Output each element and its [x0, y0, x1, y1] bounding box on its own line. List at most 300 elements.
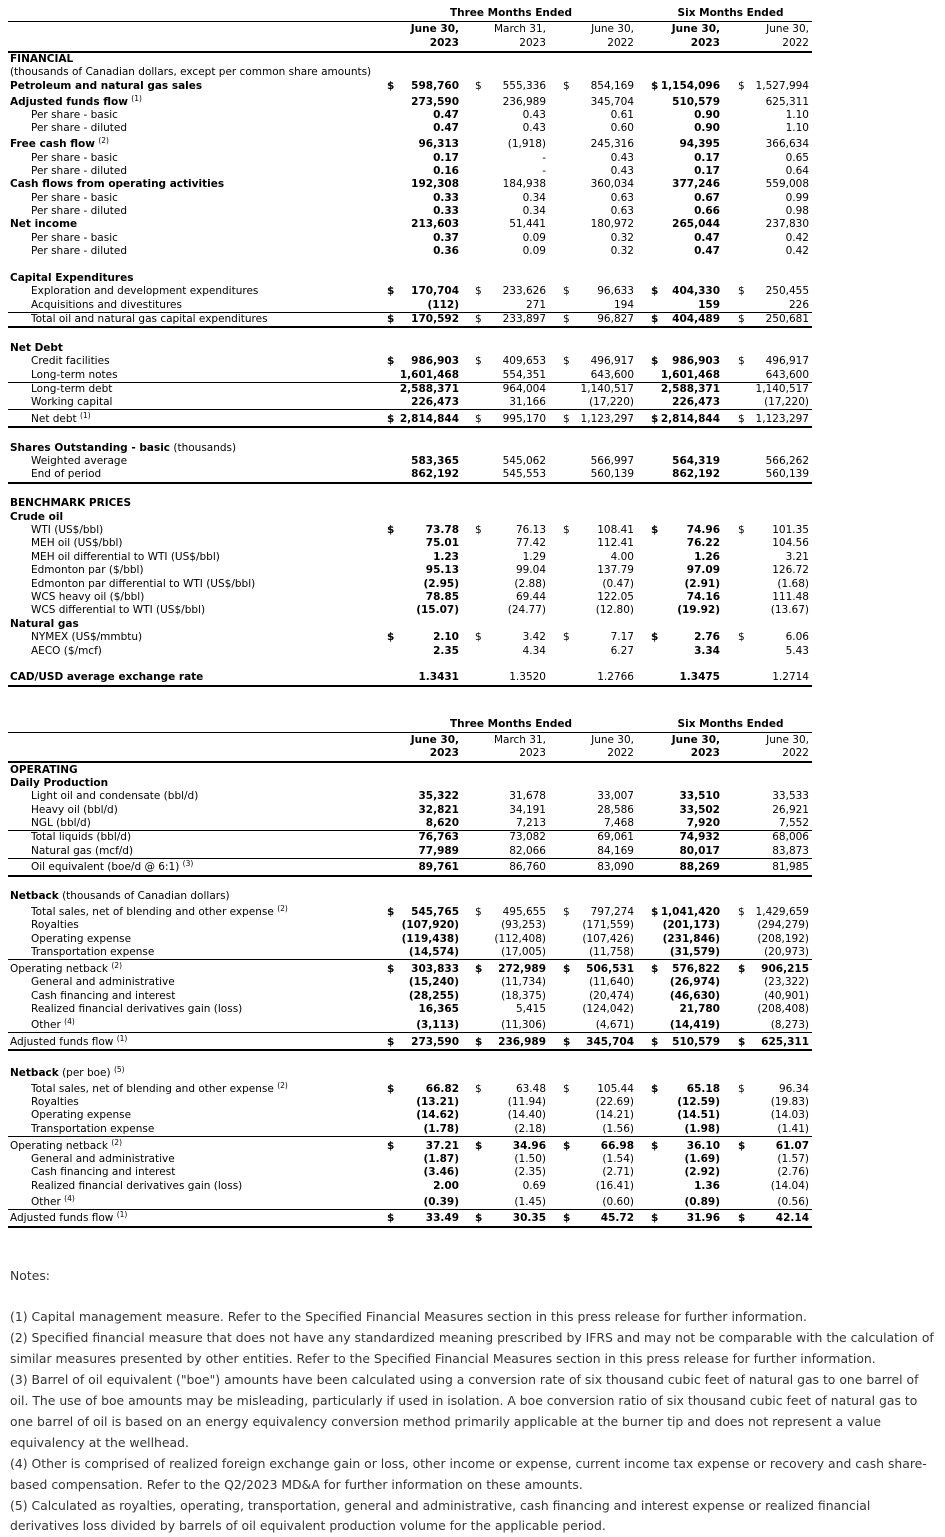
- value-cell: [736, 1036, 812, 1049]
- footnote-ref: (2): [98, 136, 109, 146]
- cell-value: 1.3520: [509, 671, 546, 684]
- value-cell: [473, 152, 549, 165]
- cell-value: (107,920): [401, 919, 459, 932]
- cell-value: 1.23: [433, 550, 459, 563]
- row-label: [8, 80, 385, 93]
- row-label: [8, 591, 385, 604]
- value-cell: [385, 537, 462, 550]
- cell-value: 233,626: [502, 285, 546, 298]
- row-label-text: Adjusted funds flow: [10, 1035, 114, 1048]
- table-row: [8, 804, 812, 817]
- table-row: [8, 1080, 812, 1096]
- date-column-header: [736, 734, 812, 761]
- value-cell: [561, 831, 637, 844]
- table-row: [8, 551, 812, 564]
- cell-value: 0.09: [522, 231, 546, 244]
- cell-value: (40,901): [764, 989, 809, 1002]
- currency-sign: $: [387, 79, 395, 92]
- cell-value: (14.04): [770, 1179, 809, 1192]
- row-label: [8, 93, 385, 109]
- operating-table: [8, 718, 812, 1228]
- value-cell: [736, 192, 812, 205]
- value-cell: [649, 299, 723, 312]
- value-cell: [561, 804, 637, 817]
- value-cell: [385, 80, 462, 93]
- date-line2: 2022: [782, 747, 809, 760]
- value-cell: [649, 313, 723, 326]
- footnote-ref: (4): [64, 1016, 75, 1026]
- row-label-text: Adjusted funds flow: [10, 95, 128, 108]
- value-cell: [736, 906, 812, 919]
- date-line1: March 31,: [493, 23, 546, 36]
- cell-value: 495,655: [502, 906, 546, 919]
- cell-value: 272,989: [498, 962, 546, 975]
- cell-value: 233,897: [502, 313, 546, 326]
- value-cell: [561, 1109, 637, 1122]
- value-cell: [473, 1140, 549, 1153]
- value-cell: [473, 396, 549, 409]
- value-cell: [385, 933, 462, 946]
- cell-value: 303,833: [411, 962, 459, 975]
- cell-value: 496,917: [590, 355, 634, 368]
- cell-value: 122.05: [597, 590, 634, 603]
- value-cell: [736, 383, 812, 396]
- value-cell: [649, 396, 723, 409]
- cell-value: 194: [613, 298, 634, 311]
- row-label-text: OPERATING: [10, 763, 78, 776]
- row-label-text: General and administrative: [31, 1152, 175, 1165]
- cell-value: 0.99: [785, 191, 809, 204]
- row-label-text: Cash financing and interest: [31, 989, 176, 1002]
- cell-value: 0.43: [610, 151, 634, 164]
- cell-value: (12.80): [595, 604, 634, 617]
- table-row: [8, 946, 812, 960]
- cell-value: 226: [788, 298, 809, 311]
- value-cell: [736, 578, 812, 591]
- section-heading-row: [8, 272, 812, 285]
- cell-value: 1,527,994: [755, 79, 809, 92]
- cell-value: (19.83): [770, 1096, 809, 1109]
- cell-value: (1.78): [423, 1122, 459, 1135]
- footnote-ref: (2): [111, 960, 122, 970]
- value-cell: [385, 946, 462, 959]
- table-row: [8, 165, 812, 178]
- currency-sign: $: [738, 906, 745, 919]
- row-label-text: Operating expense: [31, 932, 132, 945]
- cell-value: 643,600: [765, 368, 809, 381]
- cell-value: 265,044: [672, 218, 720, 231]
- spacer-row: [8, 1051, 812, 1064]
- value-cell: [649, 1109, 723, 1122]
- value-cell: [649, 383, 723, 396]
- value-cell: [561, 299, 637, 312]
- cell-value: 496,917: [765, 355, 809, 368]
- cell-value: (2.71): [602, 1166, 634, 1179]
- cell-value: (0.60): [602, 1195, 634, 1208]
- value-cell: [649, 976, 723, 989]
- value-cell: [473, 963, 549, 976]
- value-cell: [385, 232, 462, 245]
- currency-sign: $: [738, 962, 746, 975]
- value-cell: [649, 80, 723, 93]
- value-cell: [561, 1019, 637, 1032]
- cell-value: 99.04: [515, 564, 546, 577]
- cell-value: 83,873: [772, 844, 809, 857]
- row-label-text: AECO ($/mcf): [31, 644, 102, 657]
- value-cell: [473, 413, 549, 426]
- value-cell: [736, 369, 812, 382]
- value-cell: [473, 355, 549, 368]
- cell-value: 7,920: [686, 816, 720, 829]
- row-label: [8, 455, 385, 468]
- cell-value: 159: [698, 298, 720, 311]
- cell-value: 1.2714: [772, 671, 809, 684]
- value-cell: [473, 861, 549, 874]
- currency-sign: $: [475, 313, 482, 326]
- cell-value: 1,154,096: [660, 79, 720, 92]
- cell-value: 108.41: [597, 524, 634, 537]
- value-cell: [649, 564, 723, 577]
- value-cell: [736, 1180, 812, 1193]
- row-label-text: Net debt: [31, 412, 77, 425]
- value-cell: [561, 1196, 637, 1209]
- cell-value: 28,586: [597, 803, 634, 816]
- row-label-text: MEH oil (US$/bbl): [31, 537, 123, 550]
- table-row: [8, 1180, 812, 1193]
- value-cell: [736, 96, 812, 109]
- table-row: [8, 1153, 812, 1166]
- row-label-text: Per share - basic: [31, 231, 118, 244]
- cell-value: 360,034: [590, 178, 634, 191]
- row-label: [8, 1003, 385, 1016]
- currency-sign: $: [387, 412, 395, 425]
- cell-value: 0.47: [433, 108, 459, 121]
- row-label-text: NYMEX (US$/mmbtu): [31, 631, 143, 644]
- table-row: [8, 285, 812, 298]
- cell-value: 89,761: [418, 861, 459, 874]
- row-label-text: Operating netback: [10, 962, 109, 975]
- table-row: [8, 919, 812, 932]
- row-label: [8, 285, 385, 298]
- row-label-text: Net Debt: [10, 341, 63, 354]
- value-cell: [385, 1196, 462, 1209]
- cell-value: 0.63: [610, 191, 634, 204]
- value-cell: [736, 1140, 812, 1153]
- table-row: [8, 817, 812, 831]
- value-cell: [385, 919, 462, 932]
- cell-value: 245,316: [590, 138, 634, 151]
- cell-value: 73,082: [509, 831, 546, 844]
- cell-value: 1.29: [522, 550, 546, 563]
- value-cell: [561, 313, 637, 326]
- row-label: [8, 1193, 385, 1209]
- currency-sign: $: [387, 285, 395, 298]
- table-row: [8, 151, 812, 164]
- row-label-text: (thousands of Canadian dollars, except per common share amounts): [10, 66, 372, 79]
- cell-value: 95.13: [425, 564, 459, 577]
- cell-value: 986,903: [672, 355, 720, 368]
- cell-value: 80,017: [679, 844, 720, 857]
- row-label-text: Heavy oil (bbl/d): [31, 803, 118, 816]
- value-cell: [649, 845, 723, 858]
- cell-value: 66.98: [600, 1139, 634, 1152]
- value-cell: [736, 285, 812, 298]
- cell-value: (20,973): [764, 946, 809, 959]
- table-row: [8, 299, 812, 313]
- value-cell: [385, 355, 462, 368]
- cell-value: 2.10: [433, 631, 459, 644]
- notes-section: [10, 1266, 938, 1537]
- cell-value: 82,066: [509, 844, 546, 857]
- currency-sign: $: [563, 1082, 570, 1095]
- value-cell: [649, 178, 723, 191]
- date-line1: March 31,: [493, 733, 546, 746]
- value-cell: [473, 933, 549, 946]
- cell-value: 1.2766: [597, 671, 634, 684]
- value-cell: [473, 790, 549, 803]
- table-row: [8, 904, 812, 920]
- value-cell: [649, 468, 723, 481]
- currency-sign: $: [563, 285, 570, 298]
- cell-value: 180,972: [590, 218, 634, 231]
- value-cell: [385, 1166, 462, 1179]
- cell-value: (13.67): [770, 604, 809, 617]
- value-cell: [736, 245, 812, 258]
- cell-value: 2.35: [433, 644, 459, 657]
- row-label: [8, 845, 385, 858]
- cell-value: 88,269: [679, 861, 720, 874]
- cell-value: 271: [525, 298, 546, 311]
- value-cell: [561, 96, 637, 109]
- currency-sign: $: [738, 1035, 746, 1048]
- value-cell: [473, 1003, 549, 1016]
- cell-value: 564,319: [672, 455, 720, 468]
- cell-value: (1.98): [684, 1122, 720, 1135]
- three-months-header: Three Months Ended: [449, 7, 573, 19]
- cell-value: (11,640): [589, 976, 634, 989]
- value-cell: [736, 205, 812, 218]
- cell-value: 0.65: [785, 151, 809, 164]
- value-cell: [736, 604, 812, 617]
- footnote-ref: (5): [113, 1064, 125, 1074]
- section-heading-row: [8, 763, 812, 776]
- cell-value: 1,041,420: [660, 906, 720, 919]
- row-label-text: Total oil and natural gas capital expenditures: [31, 313, 268, 326]
- currency-sign: $: [651, 285, 659, 298]
- row-label-text: Working capital: [31, 396, 113, 409]
- value-cell: [736, 178, 812, 191]
- cell-value: 0.60: [610, 122, 634, 135]
- cell-value: 86,760: [509, 861, 546, 874]
- cell-value: (16.41): [595, 1179, 634, 1192]
- value-cell: [385, 192, 462, 205]
- row-label-text: Royalties: [31, 919, 79, 932]
- cell-value: 32,821: [418, 803, 459, 816]
- value-cell: [473, 1166, 549, 1179]
- row-label-text: Cash flows from operating activities: [10, 178, 225, 191]
- value-cell: [385, 790, 462, 803]
- cell-value: 2,588,371: [660, 382, 720, 395]
- cell-value: (201,173): [662, 919, 720, 932]
- cell-value: 16,365: [418, 1003, 459, 1016]
- value-cell: [473, 1109, 549, 1122]
- row-label-text: WCS differential to WTI (US$/bbl): [31, 604, 206, 617]
- value-cell: [561, 591, 637, 604]
- value-cell: [736, 1083, 812, 1096]
- row-label: [8, 205, 385, 218]
- value-cell: [473, 165, 549, 178]
- table-row: [8, 1096, 812, 1109]
- cell-value: 137.79: [597, 564, 634, 577]
- cell-value: 404,489: [672, 313, 720, 326]
- value-cell: [649, 413, 723, 426]
- cell-value: 4.00: [610, 550, 634, 563]
- cell-value: (14.40): [507, 1109, 546, 1122]
- cell-value: (3,113): [416, 1018, 459, 1031]
- cell-value: 0.63: [610, 205, 634, 218]
- cell-value: 1,429,659: [755, 906, 809, 919]
- row-label-text: Acquisitions and divestitures: [31, 298, 182, 311]
- footnote-ref: (3): [182, 859, 194, 869]
- value-cell: [736, 218, 812, 231]
- value-cell: [736, 976, 812, 989]
- cell-value: (1.57): [777, 1152, 809, 1165]
- cell-value: (14,574): [408, 946, 459, 959]
- value-cell: [736, 413, 812, 426]
- cell-value: 0.47: [694, 245, 720, 258]
- cell-value: 77.42: [515, 537, 546, 550]
- value-cell: [473, 313, 549, 326]
- table-row: [8, 355, 812, 368]
- currency-sign: $: [651, 412, 659, 425]
- row-label-text: FINANCIAL: [10, 52, 74, 65]
- value-cell: [561, 537, 637, 550]
- cell-value: 7,552: [778, 816, 809, 829]
- value-cell: [385, 1109, 462, 1122]
- cell-value: (2.35): [514, 1166, 546, 1179]
- currency-sign: $: [651, 906, 659, 919]
- cell-value: 0.32: [610, 245, 634, 258]
- cell-value: 69.44: [515, 590, 546, 603]
- value-cell: [736, 524, 812, 537]
- row-label-text: Net income: [10, 218, 78, 231]
- value-cell: [561, 564, 637, 577]
- value-cell: [649, 1140, 723, 1153]
- table-row: [8, 671, 812, 686]
- value-cell: [385, 551, 462, 564]
- currency-sign: $: [738, 355, 745, 368]
- value-cell: [736, 790, 812, 803]
- value-cell: [736, 1166, 812, 1179]
- cell-value: 345,704: [590, 95, 634, 108]
- cell-value: 76.13: [515, 524, 546, 537]
- cell-value: 995,170: [502, 412, 546, 425]
- cell-value: 0.47: [433, 122, 459, 135]
- value-cell: [385, 645, 462, 658]
- row-label: [8, 1109, 385, 1122]
- cell-value: 1.10: [785, 122, 809, 135]
- cell-value: 1.3431: [418, 671, 459, 684]
- value-cell: [561, 524, 637, 537]
- cell-value: 31.96: [686, 1212, 720, 1225]
- value-cell: [649, 369, 723, 382]
- cell-value: 51,441: [509, 218, 546, 231]
- row-label: [8, 342, 385, 355]
- table-row: [8, 1109, 812, 1122]
- currency-sign: $: [387, 962, 395, 975]
- row-label: [8, 1137, 385, 1153]
- cell-value: 4.34: [522, 644, 546, 657]
- cell-value: 63.48: [515, 1082, 546, 1095]
- row-label: [8, 671, 385, 684]
- value-cell: [473, 1212, 549, 1225]
- value-cell: [561, 919, 637, 932]
- cell-value: 906,215: [761, 962, 809, 975]
- cell-value: (0.47): [602, 577, 634, 590]
- cell-value: 366,634: [765, 138, 809, 151]
- value-cell: [736, 122, 812, 135]
- value-cell: [561, 468, 637, 481]
- cell-value: 566,997: [590, 455, 634, 468]
- row-label-text: Per share - diluted: [31, 164, 128, 177]
- value-cell: [649, 232, 723, 245]
- cell-value: (20,474): [589, 989, 634, 1002]
- cell-value: (14.21): [595, 1109, 634, 1122]
- row-label-text: BENCHMARK PRICES: [10, 497, 132, 510]
- currency-sign: $: [738, 313, 745, 326]
- cell-value: 2.76: [694, 631, 720, 644]
- cell-value: 2,814,844: [399, 412, 459, 425]
- value-cell: [736, 1212, 812, 1225]
- row-label-text: Edmonton par ($/bbl): [31, 564, 144, 577]
- value-cell: [385, 1036, 462, 1049]
- row-label: [8, 192, 385, 205]
- row-label-text: Daily Production: [10, 776, 109, 789]
- cell-value: (14.03): [770, 1109, 809, 1122]
- cell-value: (1.50): [514, 1152, 546, 1165]
- row-label: [8, 1016, 385, 1032]
- value-cell: [649, 946, 723, 959]
- cell-value: 345,704: [586, 1035, 634, 1048]
- cell-value: 73.78: [425, 524, 459, 537]
- value-cell: [561, 1036, 637, 1049]
- value-cell: [561, 645, 637, 658]
- value-cell: [473, 919, 549, 932]
- cell-value: 66.82: [425, 1082, 459, 1095]
- date-line1: June 30,: [766, 733, 809, 746]
- value-cell: [736, 313, 812, 326]
- cell-value: (1.41): [777, 1122, 809, 1135]
- cell-value: 236,989: [498, 1035, 546, 1048]
- cell-value: 84,169: [597, 844, 634, 857]
- value-cell: [736, 1196, 812, 1209]
- cell-value: (12.59): [677, 1096, 720, 1109]
- cell-value: 964,004: [502, 382, 546, 395]
- row-label-text: Operating expense: [31, 1109, 132, 1122]
- value-cell: [385, 1153, 462, 1166]
- value-cell: [649, 205, 723, 218]
- row-label-text: Per share - basic: [31, 108, 118, 121]
- value-cell: [649, 861, 723, 874]
- row-label: [8, 1166, 385, 1179]
- table-row: [8, 122, 812, 135]
- row-label: [8, 1123, 385, 1136]
- row-label: [8, 53, 385, 66]
- row-label-text: Transportation expense: [31, 946, 155, 959]
- row-label-text: General and administrative: [31, 976, 175, 989]
- cell-value: 545,765: [411, 906, 459, 919]
- value-cell: [736, 564, 812, 577]
